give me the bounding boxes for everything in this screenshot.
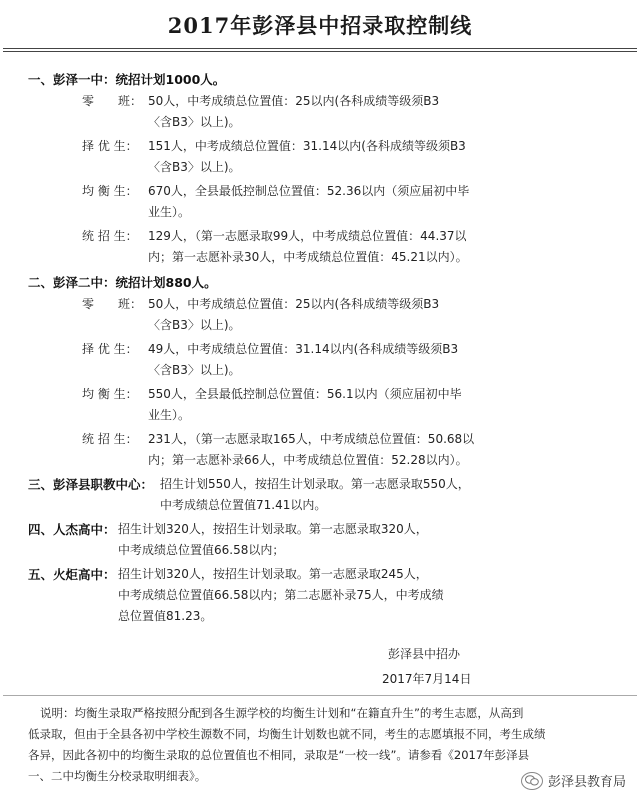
s3-text-cont: 中考成绩总位置值71.41以内。 xyxy=(160,498,327,512)
document-title: 2017年彭泽县中招录取控制线 xyxy=(167,13,473,38)
top-divider xyxy=(3,48,637,49)
s4-text: 招生计划320人，按招生计划录取。第一志愿录取320人， xyxy=(118,522,428,536)
note-line-2: 低录取，但由于全县各初中学校生源数不同，均衡生计划数也就不同，考生的志愿填报不同，考生成绩 xyxy=(28,727,546,741)
s5-text-cont-2: 总位置值81.23。 xyxy=(118,609,213,623)
s1-merit-text-cont: 〈含B3〉以上)。 xyxy=(148,160,241,174)
note-line-3: 各异，因此各初中的均衡生录取的总位置值也不相同，录取是“一校一线”。请参看《2017年彭泽县 xyxy=(28,748,530,762)
s1-balanced-text: 670人，全县最低控制总位置值：52.36以内（须应届初中毕 xyxy=(148,184,470,198)
s1-general-label: 统 招 生： xyxy=(82,229,138,243)
s2-balanced-text: 550人，全县最低控制总位置值：56.1以内（须应届初中毕 xyxy=(148,387,462,401)
bottom-divider xyxy=(3,695,637,696)
section-1-heading: 一、彭泽一中：统招计划1000人。 xyxy=(28,72,226,87)
s2-merit-text: 49人，中考成绩总位置值：31.14以内(各科成绩等级须B3 xyxy=(148,342,459,356)
s3-text: 招生计划550人，按招生计划录取。第一志愿录取550人， xyxy=(160,477,470,491)
s2-balanced-label: 均 衡 生： xyxy=(82,387,138,401)
s2-zero-class-label: 零 班： xyxy=(82,297,143,311)
section-3-heading: 三、彭泽县职教中心： xyxy=(28,477,154,492)
s2-merit-label: 择 优 生： xyxy=(82,342,138,356)
s2-zero-class-text: 50人，中考成绩总位置值：25以内(各科成绩等级须B3 xyxy=(148,297,440,311)
signature-date: 2017年7月14日 xyxy=(382,672,472,686)
s2-zero-class-text-cont: 〈含B3〉以上)。 xyxy=(148,318,241,332)
s1-merit-label: 择 优 生： xyxy=(82,139,138,153)
section-5-heading: 五、火炬高中： xyxy=(28,567,116,582)
s2-merit-text-cont: 〈含B3〉以上)。 xyxy=(148,363,241,377)
s1-general-text: 129人，（第一志愿录取99人，中考成绩总位置值：44.37以 xyxy=(148,229,467,243)
s1-zero-class-text: 50人，中考成绩总位置值：25以内(各科成绩等级须B3 xyxy=(148,94,440,108)
note-line-1: 说明：均衡生录取严格按照分配到各生源学校的均衡生计划和“在籍直升生”的考生志愿，从高到 xyxy=(40,706,524,720)
section-2-heading: 二、彭泽二中：统招计划880人。 xyxy=(28,275,217,290)
s1-merit-text: 151人，中考成绩总位置值：31.14以内(各科成绩等级须B3 xyxy=(148,139,466,153)
s1-zero-class-text-cont: 〈含B3〉以上)。 xyxy=(148,115,241,129)
section-4-heading: 四、人杰高中： xyxy=(28,522,116,537)
s2-general-label: 统 招 生： xyxy=(82,432,138,446)
s1-balanced-label: 均 衡 生： xyxy=(82,184,138,198)
watermark xyxy=(521,771,626,790)
s2-general-text-cont: 内；第一志愿补录66人，中考成绩总位置值：52.28以内）。 xyxy=(148,453,468,467)
signature-org: 彭泽县中招办 xyxy=(388,647,461,661)
watermark-text: 彭泽县教育局 xyxy=(547,775,626,790)
s2-balanced-text-cont: 业生）。 xyxy=(148,408,191,422)
s1-balanced-text-cont: 业生）。 xyxy=(148,205,191,219)
top-divider-inner xyxy=(3,51,637,52)
s1-general-text-cont: 内；第一志愿补录30人，中考成绩总位置值：45.21以内）。 xyxy=(148,250,468,264)
s4-text-cont: 中考成绩总位置值66.58以内； xyxy=(118,543,285,557)
s1-zero-class-label: 零 班： xyxy=(82,94,143,108)
wechat-icon xyxy=(521,772,543,790)
note-line-4: 一、二中均衡生分校录取明细表》。 xyxy=(28,769,207,783)
s5-text-cont: 中考成绩总位置值66.58以内；第二志愿补录75人，中考成绩 xyxy=(118,588,444,602)
s2-general-text: 231人，（第一志愿录取165人，中考成绩总位置值：50.68以 xyxy=(148,432,475,446)
s5-text: 招生计划320人，按招生计划录取。第一志愿录取245人， xyxy=(118,567,428,581)
